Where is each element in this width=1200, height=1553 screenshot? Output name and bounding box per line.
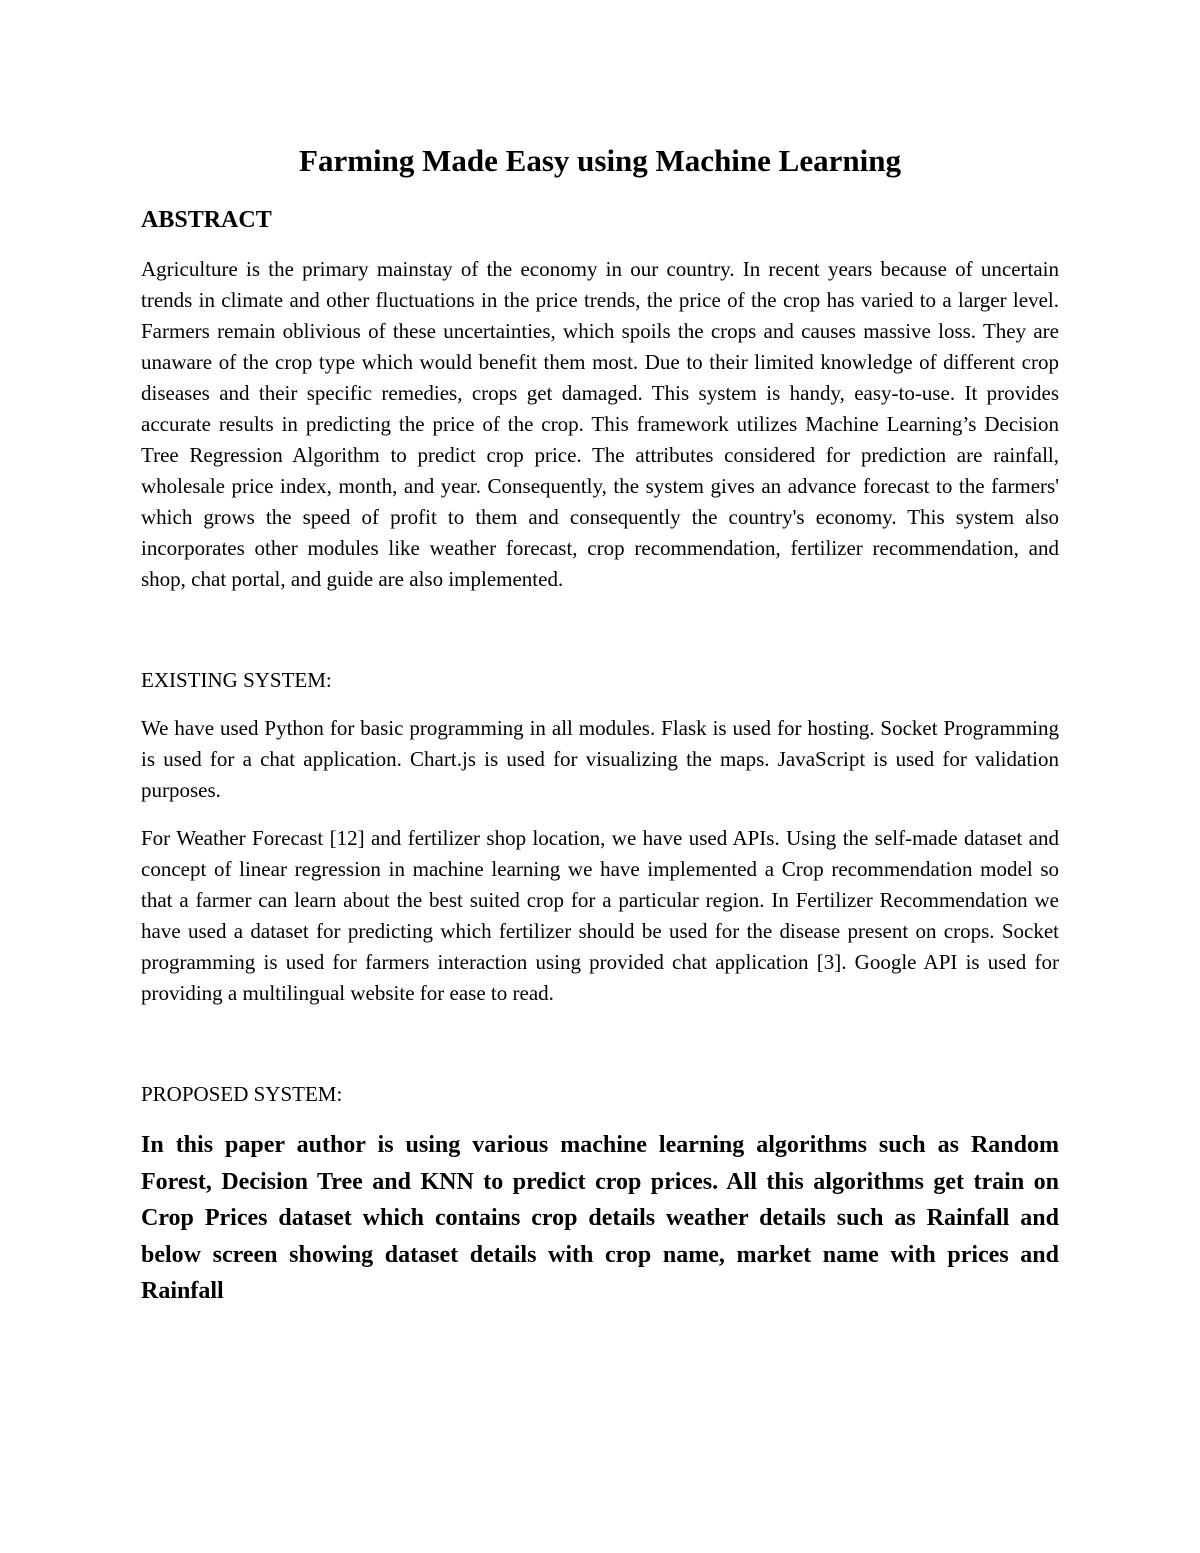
- proposed-system-paragraph: In this paper author is using various machine learning algorithms such as Random Forest, Decision Tree and KNN to predict crop prices. All this algorithms get train on Crop Prices dataset which contains crop details weather details such as Rainfall and below screen showing dataset details with crop name, market name with prices and Rainfall: [141, 1132, 1059, 1304]
- document-title: Farming Made Easy using Machine Learning: [299, 143, 901, 178]
- proposed-system-heading: PROPOSED SYSTEM:: [141, 1082, 343, 1106]
- document-content: [141, 143, 1059, 1310]
- existing-system-paragraph-1: We have used Python for basic programming in all modules. Flask is used for hosting. Socket Programming is used for a chat application. Chart.js is used for visualizing the maps. JavaScript is used for validation purposes.: [141, 716, 1059, 802]
- existing-system-paragraph-2: For Weather Forecast [12] and fertilizer shop location, we have used APIs. Using the self-made dataset and concept of linear regression in machine learning we have implemented a Crop recommendation model so that a farmer can learn about the best suited crop for a particular region. In Fertilizer Recommendation we have used a dataset for predicting which fertilizer should be used for the disease present on crops. Socket programming is used for farmers interaction using provided chat application [3]. Google API is used for providing a multilingual website for ease to read.: [141, 826, 1059, 1005]
- abstract-heading: ABSTRACT: [141, 207, 272, 233]
- existing-system-heading: EXISTING SYSTEM:: [141, 668, 332, 692]
- abstract-paragraph: Agriculture is the primary mainstay of the economy in our country. In recent years because of uncertain trends in climate and other fluctuations in the price trends, the price of the crop has varied to a larger level. Farmers remain oblivious of these uncertainties, which spoils the crops and causes massive loss. They are unaware of the crop type which would benefit them most. Due to their limited knowledge of different crop diseases and their specific remedies, crops get damaged. This system is handy, easy-to-use. It provides accurate results in predicting the price of the crop. This framework utilizes Machine Learning’s Decision Tree Regression Algorithm to predict crop price. The attributes considered for prediction are rainfall, wholesale price index, month, and year. Consequently, the system gives an advance forecast to the farmers' which grows the speed of profit to them and consequently the country's economy. This system also incorporates other modules like weather forecast, crop recommendation, fertilizer recommendation, and shop, chat portal, and guide are also implemented.: [141, 257, 1059, 591]
